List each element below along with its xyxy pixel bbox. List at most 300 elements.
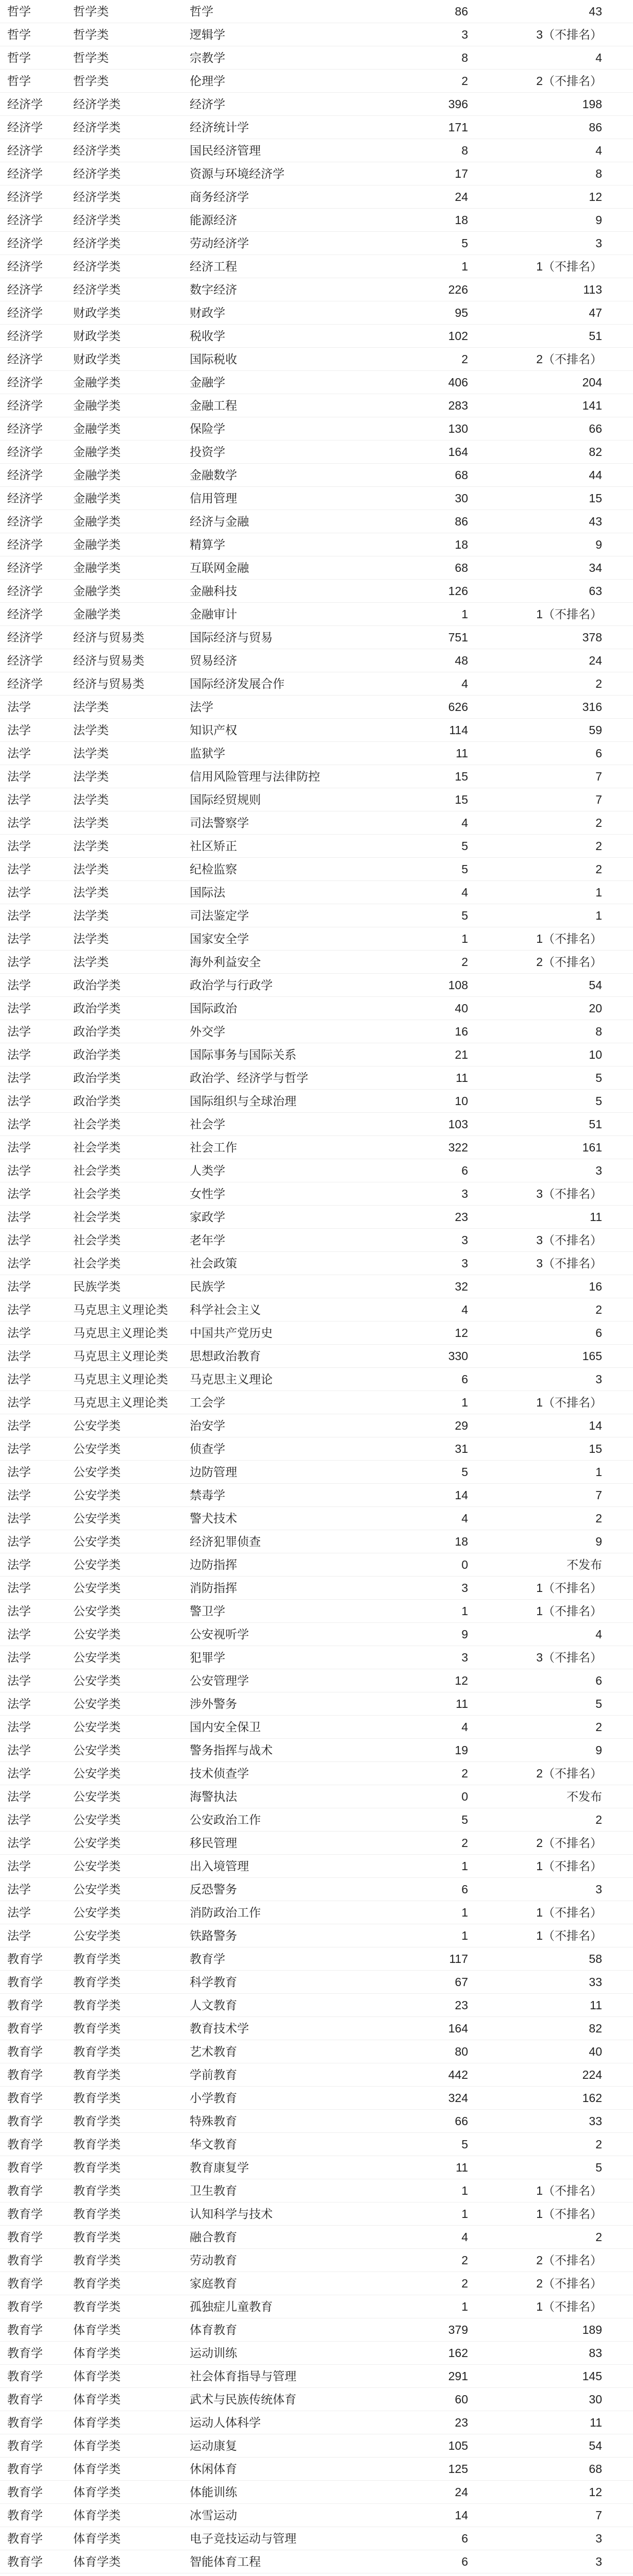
table-row xyxy=(0,2063,633,2087)
table-row xyxy=(0,162,633,185)
major-cell: 贸易经济 xyxy=(176,649,349,672)
rank-count-cell: 11 xyxy=(468,1206,633,1229)
count-cell: 5 xyxy=(349,1808,468,1832)
discipline-cell: 法学 xyxy=(0,788,48,811)
rank-count-cell: 8 xyxy=(468,1020,633,1043)
major-cell: 教育学 xyxy=(176,1947,349,1971)
discipline-cell: 教育学 xyxy=(0,2318,48,2342)
category-cell: 体育学类 xyxy=(48,2411,176,2434)
count-cell: 1 xyxy=(349,2202,468,2226)
count-cell: 3 xyxy=(349,1229,468,1252)
rank-count-cell: 不发布 xyxy=(468,1553,633,1577)
rank-count-cell: 47 xyxy=(468,301,633,325)
category-cell: 社会学类 xyxy=(48,1136,176,1159)
major-cell: 治安学 xyxy=(176,1414,349,1437)
category-cell: 教育学类 xyxy=(48,2040,176,2063)
count-cell: 3 xyxy=(349,1182,468,1206)
discipline-cell: 法学 xyxy=(0,1345,48,1368)
major-cell: 商务经济学 xyxy=(176,185,349,209)
count-cell: 3 xyxy=(349,1646,468,1669)
count-cell: 125 xyxy=(349,2458,468,2481)
table-row xyxy=(0,1345,633,1368)
major-cell: 人类学 xyxy=(176,1159,349,1182)
discipline-cell: 法学 xyxy=(0,765,48,788)
count-cell: 67 xyxy=(349,1971,468,1994)
category-cell: 财政学类 xyxy=(48,325,176,348)
discipline-cell: 法学 xyxy=(0,1020,48,1043)
count-cell: 18 xyxy=(349,1530,468,1553)
major-cell: 孤独症儿童教育 xyxy=(176,2295,349,2318)
discipline-cell: 经济学 xyxy=(0,348,48,371)
rank-count-cell: 1 xyxy=(468,904,633,927)
rank-count-cell: 11 xyxy=(468,1994,633,2017)
count-cell: 10 xyxy=(349,1090,468,1113)
count-cell: 379 xyxy=(349,2318,468,2342)
rank-count-cell: 2（不排名） xyxy=(468,2249,633,2272)
discipline-cell: 法学 xyxy=(0,1692,48,1716)
major-cell: 技术侦查学 xyxy=(176,1762,349,1785)
rank-count-cell: 7 xyxy=(468,2504,633,2527)
major-cell: 国际经济发展合作 xyxy=(176,672,349,696)
discipline-cell: 经济学 xyxy=(0,162,48,185)
category-cell: 金融学类 xyxy=(48,603,176,626)
discipline-cell: 法学 xyxy=(0,1669,48,1692)
major-cell: 运动训练 xyxy=(176,2342,349,2365)
count-cell: 14 xyxy=(349,1484,468,1507)
discipline-cell: 法学 xyxy=(0,1090,48,1113)
count-cell: 1 xyxy=(349,2295,468,2318)
category-cell: 经济与贸易类 xyxy=(48,626,176,649)
count-cell: 322 xyxy=(349,1136,468,1159)
count-cell: 5 xyxy=(349,835,468,858)
category-cell: 教育学类 xyxy=(48,2179,176,2202)
table-row xyxy=(0,556,633,580)
category-cell: 社会学类 xyxy=(48,1252,176,1275)
major-cell: 教育技术学 xyxy=(176,2017,349,2040)
discipline-cell: 法学 xyxy=(0,1646,48,1669)
count-cell: 32 xyxy=(349,1275,468,1298)
discipline-cell: 教育学 xyxy=(0,2179,48,2202)
category-cell: 法学类 xyxy=(48,788,176,811)
count-cell: 18 xyxy=(349,209,468,232)
count-cell: 8 xyxy=(349,139,468,162)
discipline-cell: 法学 xyxy=(0,1113,48,1136)
major-cell: 精算学 xyxy=(176,533,349,556)
discipline-cell: 法学 xyxy=(0,1716,48,1739)
table-row xyxy=(0,2365,633,2388)
count-cell: 4 xyxy=(349,881,468,904)
category-cell: 社会学类 xyxy=(48,1159,176,1182)
rank-count-cell: 43 xyxy=(468,510,633,533)
discipline-cell: 法学 xyxy=(0,1159,48,1182)
table-row xyxy=(0,1414,633,1437)
rank-count-cell: 15 xyxy=(468,1437,633,1461)
discipline-cell: 法学 xyxy=(0,1507,48,1530)
table-row xyxy=(0,93,633,116)
category-cell: 公安学类 xyxy=(48,1832,176,1855)
table-row xyxy=(0,788,633,811)
table-row xyxy=(0,2272,633,2295)
discipline-cell: 教育学 xyxy=(0,2272,48,2295)
count-cell: 162 xyxy=(349,2342,468,2365)
rank-count-cell: 10 xyxy=(468,1043,633,1066)
table-row xyxy=(0,2504,633,2527)
rank-count-cell: 3 xyxy=(468,1159,633,1182)
count-cell: 3 xyxy=(349,23,468,46)
major-cell: 逻辑学 xyxy=(176,23,349,46)
category-cell: 马克思主义理论类 xyxy=(48,1391,176,1414)
rank-count-cell: 1（不排名） xyxy=(468,2179,633,2202)
category-cell: 教育学类 xyxy=(48,2249,176,2272)
rank-count-cell: 6 xyxy=(468,1321,633,1345)
rank-count-cell: 3（不排名） xyxy=(468,23,633,46)
table-row xyxy=(0,2434,633,2458)
discipline-cell: 经济学 xyxy=(0,487,48,510)
table-row xyxy=(0,2179,633,2202)
category-cell: 经济学类 xyxy=(48,232,176,255)
discipline-cell: 法学 xyxy=(0,951,48,974)
table-row xyxy=(0,1808,633,1832)
count-cell: 2 xyxy=(349,70,468,93)
major-cell: 知识产权 xyxy=(176,719,349,742)
count-cell: 23 xyxy=(349,2411,468,2434)
table-row xyxy=(0,1066,633,1090)
rank-count-cell: 51 xyxy=(468,325,633,348)
category-cell: 金融学类 xyxy=(48,533,176,556)
major-cell: 经济与金融 xyxy=(176,510,349,533)
major-cell: 海警执法 xyxy=(176,1785,349,1808)
major-cell: 经济学 xyxy=(176,93,349,116)
discipline-cell: 法学 xyxy=(0,1229,48,1252)
count-cell: 330 xyxy=(349,1345,468,1368)
rank-count-cell: 2 xyxy=(468,835,633,858)
discipline-cell: 经济学 xyxy=(0,232,48,255)
rank-count-cell: 3（不排名） xyxy=(468,1252,633,1275)
major-cell: 休闲体育 xyxy=(176,2458,349,2481)
category-cell: 公安学类 xyxy=(48,1878,176,1901)
count-cell: 1 xyxy=(349,255,468,278)
major-cell: 警犬技术 xyxy=(176,1507,349,1530)
count-cell: 114 xyxy=(349,719,468,742)
major-cell: 人文教育 xyxy=(176,1994,349,2017)
rank-count-cell: 2 xyxy=(468,2226,633,2249)
table-row xyxy=(0,278,633,301)
category-cell: 政治学类 xyxy=(48,1020,176,1043)
table-row xyxy=(0,533,633,556)
table-row xyxy=(0,742,633,765)
category-cell: 金融学类 xyxy=(48,417,176,440)
major-cell: 能源经济 xyxy=(176,209,349,232)
category-cell: 经济学类 xyxy=(48,116,176,139)
category-cell: 公安学类 xyxy=(48,1669,176,1692)
category-cell: 教育学类 xyxy=(48,2156,176,2179)
count-cell: 18 xyxy=(349,533,468,556)
major-cell: 特殊教育 xyxy=(176,2110,349,2133)
count-cell: 3 xyxy=(349,1577,468,1600)
count-cell: 23 xyxy=(349,1994,468,2017)
table-row xyxy=(0,1321,633,1345)
count-cell: 68 xyxy=(349,464,468,487)
discipline-cell: 教育学 xyxy=(0,2527,48,2550)
major-cell: 哲学 xyxy=(176,0,349,23)
major-cell: 资源与环境经济学 xyxy=(176,162,349,185)
major-cell: 学前教育 xyxy=(176,2063,349,2087)
rank-count-cell: 1（不排名） xyxy=(468,2295,633,2318)
rank-count-cell: 2 xyxy=(468,1808,633,1832)
category-cell: 公安学类 xyxy=(48,1924,176,1947)
category-cell: 教育学类 xyxy=(48,2295,176,2318)
count-cell: 86 xyxy=(349,0,468,23)
rank-count-cell: 2 xyxy=(468,858,633,881)
table-row xyxy=(0,2133,633,2156)
count-cell: 164 xyxy=(349,440,468,464)
count-cell: 68 xyxy=(349,556,468,580)
table-row xyxy=(0,1577,633,1600)
category-cell: 公安学类 xyxy=(48,1437,176,1461)
discipline-cell: 法学 xyxy=(0,811,48,835)
discipline-cell: 法学 xyxy=(0,1832,48,1855)
major-cell: 伦理学 xyxy=(176,70,349,93)
category-cell: 体育学类 xyxy=(48,2434,176,2458)
table-row xyxy=(0,70,633,93)
table-row xyxy=(0,1692,633,1716)
table-row xyxy=(0,185,633,209)
discipline-cell: 法学 xyxy=(0,1924,48,1947)
discipline-cell: 法学 xyxy=(0,1321,48,1345)
table-row xyxy=(0,1043,633,1066)
table-row xyxy=(0,1507,633,1530)
category-cell: 金融学类 xyxy=(48,371,176,394)
count-cell: 11 xyxy=(349,1066,468,1090)
major-cell: 经济犯罪侦查 xyxy=(176,1530,349,1553)
major-cell: 国家安全学 xyxy=(176,927,349,951)
rank-count-cell: 4 xyxy=(468,1623,633,1646)
rank-count-cell: 14 xyxy=(468,1414,633,1437)
discipline-cell: 法学 xyxy=(0,1855,48,1878)
count-cell: 8 xyxy=(349,46,468,70)
table-row xyxy=(0,464,633,487)
discipline-cell: 教育学 xyxy=(0,2017,48,2040)
table-row xyxy=(0,487,633,510)
rank-count-cell: 5 xyxy=(468,2156,633,2179)
discipline-cell: 教育学 xyxy=(0,2156,48,2179)
category-cell: 法学类 xyxy=(48,881,176,904)
major-cell: 科学教育 xyxy=(176,1971,349,1994)
rank-count-cell: 33 xyxy=(468,2110,633,2133)
table-row xyxy=(0,2411,633,2434)
category-cell: 公安学类 xyxy=(48,1600,176,1623)
rank-count-cell: 2 xyxy=(468,1507,633,1530)
count-cell: 15 xyxy=(349,765,468,788)
major-cell: 国际经济与贸易 xyxy=(176,626,349,649)
discipline-cell: 教育学 xyxy=(0,2040,48,2063)
discipline-cell: 教育学 xyxy=(0,2063,48,2087)
category-cell: 政治学类 xyxy=(48,974,176,997)
count-cell: 11 xyxy=(349,2156,468,2179)
table-row xyxy=(0,1716,633,1739)
table-row xyxy=(0,2156,633,2179)
category-cell: 哲学类 xyxy=(48,46,176,70)
discipline-cell: 哲学 xyxy=(0,70,48,93)
major-cell: 公安政治工作 xyxy=(176,1808,349,1832)
count-cell: 4 xyxy=(349,1507,468,1530)
category-cell: 财政学类 xyxy=(48,348,176,371)
discipline-cell: 法学 xyxy=(0,835,48,858)
discipline-cell: 教育学 xyxy=(0,2133,48,2156)
category-cell: 体育学类 xyxy=(48,2458,176,2481)
major-cell: 法学 xyxy=(176,696,349,719)
rank-count-cell: 8 xyxy=(468,162,633,185)
rank-count-cell: 3（不排名） xyxy=(468,1646,633,1669)
table-row xyxy=(0,1391,633,1414)
category-cell: 教育学类 xyxy=(48,2133,176,2156)
rank-count-cell: 2（不排名） xyxy=(468,70,633,93)
table-row xyxy=(0,1878,633,1901)
discipline-cell: 经济学 xyxy=(0,556,48,580)
category-cell: 体育学类 xyxy=(48,2504,176,2527)
category-cell: 金融学类 xyxy=(48,580,176,603)
count-cell: 283 xyxy=(349,394,468,417)
rank-count-cell: 2 xyxy=(468,1298,633,1321)
rank-count-cell: 1（不排名） xyxy=(468,1855,633,1878)
major-cell: 消防政治工作 xyxy=(176,1901,349,1924)
major-cell: 金融学 xyxy=(176,371,349,394)
count-cell: 6 xyxy=(349,1368,468,1391)
category-cell: 体育学类 xyxy=(48,2481,176,2504)
major-cell: 司法鉴定学 xyxy=(176,904,349,927)
category-cell: 法学类 xyxy=(48,835,176,858)
count-cell: 5 xyxy=(349,1461,468,1484)
major-cell: 边防指挥 xyxy=(176,1553,349,1577)
discipline-cell: 哲学 xyxy=(0,0,48,23)
discipline-cell: 法学 xyxy=(0,742,48,765)
rank-count-cell: 2（不排名） xyxy=(468,348,633,371)
rank-count-cell: 7 xyxy=(468,1484,633,1507)
rank-count-cell: 204 xyxy=(468,371,633,394)
discipline-cell: 经济学 xyxy=(0,464,48,487)
rank-count-cell: 113 xyxy=(468,278,633,301)
count-cell: 4 xyxy=(349,1298,468,1321)
count-cell: 105 xyxy=(349,2434,468,2458)
rank-count-cell: 2 xyxy=(468,811,633,835)
discipline-cell: 经济学 xyxy=(0,93,48,116)
rank-count-cell: 63 xyxy=(468,580,633,603)
rank-count-cell: 316 xyxy=(468,696,633,719)
rank-count-cell: 161 xyxy=(468,1136,633,1159)
major-cell: 国际政治 xyxy=(176,997,349,1020)
category-cell: 马克思主义理论类 xyxy=(48,1321,176,1345)
table-row xyxy=(0,1461,633,1484)
major-cell: 消防指挥 xyxy=(176,1577,349,1600)
category-cell: 公安学类 xyxy=(48,1646,176,1669)
table-row xyxy=(0,1623,633,1646)
count-cell: 5 xyxy=(349,858,468,881)
table-row xyxy=(0,858,633,881)
rank-count-cell: 3（不排名） xyxy=(468,1229,633,1252)
table-row xyxy=(0,1113,633,1136)
discipline-cell: 经济学 xyxy=(0,510,48,533)
table-row xyxy=(0,881,633,904)
category-cell: 哲学类 xyxy=(48,0,176,23)
count-cell: 16 xyxy=(349,1020,468,1043)
major-cell: 公安视听学 xyxy=(176,1623,349,1646)
table-row xyxy=(0,1484,633,1507)
count-cell: 0 xyxy=(349,1553,468,1577)
category-cell: 哲学类 xyxy=(48,70,176,93)
major-cell: 警卫学 xyxy=(176,1600,349,1623)
table-row xyxy=(0,2481,633,2504)
table-row xyxy=(0,1182,633,1206)
rank-count-cell: 12 xyxy=(468,2481,633,2504)
category-cell: 哲学类 xyxy=(48,23,176,46)
category-cell: 金融学类 xyxy=(48,510,176,533)
table-row xyxy=(0,835,633,858)
discipline-cell: 经济学 xyxy=(0,325,48,348)
rank-count-cell: 1（不排名） xyxy=(468,2202,633,2226)
rank-count-cell: 24 xyxy=(468,649,633,672)
rank-count-cell: 3 xyxy=(468,1878,633,1901)
rank-count-cell: 51 xyxy=(468,1113,633,1136)
major-cell: 宗教学 xyxy=(176,46,349,70)
discipline-cell: 法学 xyxy=(0,1901,48,1924)
rank-count-cell: 3 xyxy=(468,2550,633,2573)
discipline-cell: 经济学 xyxy=(0,278,48,301)
major-cell: 认知科学与技术 xyxy=(176,2202,349,2226)
major-cell: 运动人体科学 xyxy=(176,2411,349,2434)
discipline-cell: 经济学 xyxy=(0,603,48,626)
count-cell: 30 xyxy=(349,487,468,510)
category-cell: 教育学类 xyxy=(48,2017,176,2040)
rank-count-cell: 30 xyxy=(468,2388,633,2411)
category-cell: 马克思主义理论类 xyxy=(48,1368,176,1391)
table-row xyxy=(0,232,633,255)
discipline-cell: 法学 xyxy=(0,1206,48,1229)
category-cell: 经济学类 xyxy=(48,139,176,162)
discipline-cell: 教育学 xyxy=(0,2411,48,2434)
category-cell: 教育学类 xyxy=(48,2087,176,2110)
discipline-cell: 法学 xyxy=(0,1136,48,1159)
count-cell: 2 xyxy=(349,348,468,371)
major-cell: 民族学 xyxy=(176,1275,349,1298)
table-row xyxy=(0,580,633,603)
table-row xyxy=(0,510,633,533)
category-cell: 金融学类 xyxy=(48,487,176,510)
table-row xyxy=(0,1530,633,1553)
category-cell: 公安学类 xyxy=(48,1808,176,1832)
rank-count-cell: 7 xyxy=(468,788,633,811)
category-cell: 公安学类 xyxy=(48,1855,176,1878)
rank-count-cell: 165 xyxy=(468,1345,633,1368)
category-cell: 经济与贸易类 xyxy=(48,649,176,672)
category-cell: 教育学类 xyxy=(48,2110,176,2133)
major-cell: 国民经济管理 xyxy=(176,139,349,162)
major-cell: 外交学 xyxy=(176,1020,349,1043)
discipline-cell: 教育学 xyxy=(0,2249,48,2272)
rank-count-cell: 4 xyxy=(468,46,633,70)
count-cell: 12 xyxy=(349,1321,468,1345)
count-cell: 31 xyxy=(349,1437,468,1461)
category-cell: 经济与贸易类 xyxy=(48,672,176,696)
count-cell: 1 xyxy=(349,1600,468,1623)
count-cell: 17 xyxy=(349,162,468,185)
category-cell: 法学类 xyxy=(48,811,176,835)
category-cell: 社会学类 xyxy=(48,1229,176,1252)
count-cell: 6 xyxy=(349,1878,468,1901)
count-cell: 29 xyxy=(349,1414,468,1437)
table-row xyxy=(0,1855,633,1878)
count-cell: 324 xyxy=(349,2087,468,2110)
table-row xyxy=(0,2342,633,2365)
